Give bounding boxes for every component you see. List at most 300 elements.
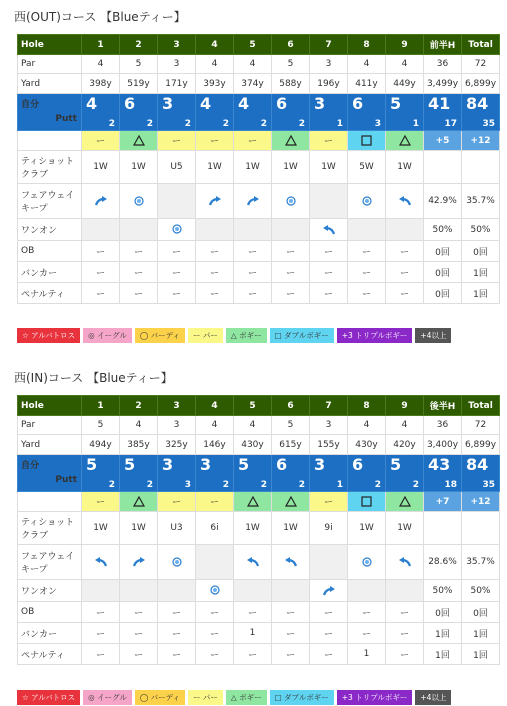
score-cell <box>234 94 272 131</box>
bogey-triangle-icon <box>386 131 424 151</box>
score-row <box>18 94 500 131</box>
hole-header-cell: 8 <box>348 35 386 55</box>
score-cell <box>310 94 348 131</box>
one-on-row <box>18 580 500 602</box>
hole-header-cell: 7 <box>310 396 348 416</box>
one-on-empty-cell <box>348 219 386 241</box>
putt-count: 35 <box>482 480 495 490</box>
putt-count: 2 <box>298 480 305 490</box>
club-cell: 1W <box>120 512 158 545</box>
par-cell: 3 <box>158 416 196 435</box>
par-cell: 4 <box>120 416 158 435</box>
hole-header-cell: 後半H <box>424 396 462 416</box>
yard-cell: 3,499y <box>424 74 462 94</box>
putt-count: 17 <box>444 119 457 129</box>
tee-shot-club-row-label: ティショット クラブ <box>18 151 82 184</box>
score-row <box>18 455 500 492</box>
par-cell: 4 <box>386 55 424 74</box>
result-row <box>18 131 500 151</box>
fairway-empty-cell <box>196 545 234 580</box>
club-cell <box>462 151 500 184</box>
over-par-total: +7 <box>424 492 462 512</box>
stroke-count: 4 <box>200 94 212 113</box>
ob-cell: ー <box>120 602 158 623</box>
legend-item: +3 トリプルボギー <box>337 328 413 343</box>
bunker-cell: ー <box>158 623 196 644</box>
bunker-cell: ー <box>310 262 348 283</box>
putt-count: 35 <box>482 119 495 129</box>
score-label: 自分 <box>21 100 40 110</box>
ob-cell: ー <box>158 241 196 262</box>
par-cell: 3 <box>158 55 196 74</box>
fairway-rate: 35.7% <box>462 184 500 219</box>
hole-header-cell: 5 <box>234 35 272 55</box>
bunker-cell: ー <box>120 623 158 644</box>
penalty-cell: ー <box>234 283 272 304</box>
bunker-cell: ー <box>82 262 120 283</box>
bunker-row-label: バンカー <box>18 262 82 283</box>
score-cell <box>120 94 158 131</box>
bunker-cell: 1回 <box>462 623 500 644</box>
club-cell <box>424 151 462 184</box>
fairway-keep-row-label: フェアウェイ キープ <box>18 184 82 219</box>
ob-cell: 0回 <box>424 602 462 623</box>
club-cell <box>462 512 500 545</box>
ob-cell: ー <box>348 241 386 262</box>
ob-cell: ー <box>82 241 120 262</box>
stroke-count: 5 <box>238 455 250 474</box>
putt-label: Putt <box>55 114 77 124</box>
circle-target-icon <box>158 545 196 580</box>
penalty-cell: 1 <box>348 644 386 665</box>
score-cell <box>196 94 234 131</box>
yard-row-label: Yard <box>18 435 82 455</box>
penalty-cell: ー <box>196 644 234 665</box>
club-cell: 1W <box>120 151 158 184</box>
club-cell: U5 <box>158 151 196 184</box>
penalty-cell: ー <box>120 283 158 304</box>
putt-count: 2 <box>260 480 267 490</box>
bunker-cell: ー <box>196 623 234 644</box>
par-cell: 5 <box>272 416 310 435</box>
ob-cell: 0回 <box>424 241 462 262</box>
ob-cell: ー <box>310 602 348 623</box>
par-cell: 3 <box>310 416 348 435</box>
penalty-cell: ー <box>82 644 120 665</box>
score-cell <box>424 94 462 131</box>
legend-item: ◯ バーディ <box>135 328 185 343</box>
yard-cell: 6,899y <box>462 74 500 94</box>
arrow-right-icon <box>234 184 272 219</box>
legend-item: ◎ イーグル <box>83 690 132 705</box>
one-on-empty-cell <box>234 580 272 602</box>
bogey-triangle-icon <box>386 492 424 512</box>
club-cell: 1W <box>234 512 272 545</box>
penalty-cell: 1回 <box>462 283 500 304</box>
score-cell <box>158 94 196 131</box>
yard-row <box>18 435 500 455</box>
one-on-rate: 50% <box>424 219 462 241</box>
bogey-triangle-icon <box>120 492 158 512</box>
bogey-triangle-icon <box>120 131 158 151</box>
penalty-cell: ー <box>82 283 120 304</box>
ob-cell: ー <box>348 602 386 623</box>
bunker-cell: ー <box>272 623 310 644</box>
ob-cell: ー <box>234 241 272 262</box>
fairway-keep-row <box>18 184 500 219</box>
par-row <box>18 55 500 74</box>
ob-cell: ー <box>120 241 158 262</box>
legend-item: +4以上 <box>415 328 451 343</box>
club-cell: 1W <box>310 151 348 184</box>
double-bogey-square-icon <box>348 131 386 151</box>
bunker-cell: ー <box>158 262 196 283</box>
score-cell <box>272 94 310 131</box>
ob-cell: ー <box>158 602 196 623</box>
arrow-left-icon <box>386 545 424 580</box>
par-cell: 72 <box>462 55 500 74</box>
penalty-cell: 1回 <box>462 644 500 665</box>
stroke-count: 3 <box>162 455 174 474</box>
over-par-total: +12 <box>462 492 500 512</box>
penalty-cell: ー <box>310 283 348 304</box>
hole-header-cell: Total <box>462 35 500 55</box>
ob-cell: ー <box>272 241 310 262</box>
hole-header-cell: 9 <box>386 35 424 55</box>
par-cell: 4 <box>234 55 272 74</box>
one-on-empty-cell <box>386 580 424 602</box>
one-on-empty-cell <box>272 219 310 241</box>
putt-count: 2 <box>146 119 153 129</box>
score-cell <box>462 94 500 131</box>
arrow-left-icon <box>310 219 348 241</box>
par-cell: 72 <box>462 416 500 435</box>
hole-header-cell: 4 <box>196 396 234 416</box>
one-on-empty-cell <box>158 580 196 602</box>
putt-count: 2 <box>108 480 115 490</box>
penalty-cell: ー <box>310 644 348 665</box>
one-on-empty-cell <box>234 219 272 241</box>
par-cell: 36 <box>424 55 462 74</box>
stroke-count: 5 <box>86 455 98 474</box>
bogey-triangle-icon <box>272 131 310 151</box>
par-dash: ー <box>158 492 196 512</box>
club-cell: 9i <box>310 512 348 545</box>
bunker-row <box>18 262 500 283</box>
stroke-count: 84 <box>466 94 489 113</box>
legend-item: +3 トリプルボギー <box>337 690 413 705</box>
stroke-count: 4 <box>238 94 250 113</box>
club-cell: 1W <box>82 151 120 184</box>
legend-item: ☆ アルバトロス <box>17 328 80 343</box>
circle-target-icon <box>348 545 386 580</box>
club-cell: 1W <box>386 151 424 184</box>
penalty-cell: ー <box>158 283 196 304</box>
yard-row <box>18 74 500 94</box>
score-cell <box>272 455 310 492</box>
circle-target-icon <box>196 580 234 602</box>
ob-cell: ー <box>386 602 424 623</box>
score-cell <box>158 455 196 492</box>
arrow-right-icon <box>310 580 348 602</box>
hole-header-cell: 3 <box>158 35 196 55</box>
ob-cell: ー <box>82 602 120 623</box>
yard-cell: 146y <box>196 435 234 455</box>
hole-header-cell: 6 <box>272 396 310 416</box>
fairway-rate: 35.7% <box>462 545 500 580</box>
one-on-rate: 50% <box>462 219 500 241</box>
club-cell: U3 <box>158 512 196 545</box>
par-cell: 4 <box>234 416 272 435</box>
score-label-cell <box>18 455 82 492</box>
putt-count: 2 <box>374 480 381 490</box>
hole-header-cell: Total <box>462 396 500 416</box>
club-cell: 1W <box>234 151 272 184</box>
stroke-count: 6 <box>352 94 364 113</box>
putt-count: 2 <box>412 480 419 490</box>
hole-header-cell: 2 <box>120 396 158 416</box>
yard-cell: 519y <box>120 74 158 94</box>
club-cell: 1W <box>272 512 310 545</box>
score-cell <box>234 455 272 492</box>
one-on-rate: 50% <box>462 580 500 602</box>
over-par-total: +12 <box>462 131 500 151</box>
par-row <box>18 416 500 435</box>
club-cell: 1W <box>386 512 424 545</box>
hole-header-cell: 2 <box>120 35 158 55</box>
yard-cell: 449y <box>386 74 424 94</box>
ob-cell: 0回 <box>462 241 500 262</box>
fairway-empty-cell <box>310 545 348 580</box>
par-cell: 4 <box>82 55 120 74</box>
score-label: 自分 <box>21 461 40 471</box>
score-cell <box>120 455 158 492</box>
penalty-cell: ー <box>386 644 424 665</box>
penalty-cell: ー <box>196 283 234 304</box>
score-cell <box>348 94 386 131</box>
putt-count: 1 <box>336 119 343 129</box>
par-cell: 4 <box>196 55 234 74</box>
fairway-rate: 42.9% <box>424 184 462 219</box>
ob-cell: ー <box>272 602 310 623</box>
putt-count: 3 <box>374 119 381 129</box>
legend-item: ー パー <box>188 328 223 343</box>
par-row-label: Par <box>18 416 82 435</box>
legend-item: ー パー <box>188 690 223 705</box>
stroke-count: 6 <box>276 94 288 113</box>
yard-cell: 171y <box>158 74 196 94</box>
penalty-cell: 1回 <box>424 644 462 665</box>
yard-cell: 393y <box>196 74 234 94</box>
fairway-keep-row-label: フェアウェイ キープ <box>18 545 82 580</box>
fairway-keep-row <box>18 545 500 580</box>
yard-cell: 398y <box>82 74 120 94</box>
result-label-cell <box>18 131 82 151</box>
bunker-row-label: バンカー <box>18 623 82 644</box>
putt-count: 2 <box>222 119 229 129</box>
bunker-cell: ー <box>386 262 424 283</box>
stroke-count: 43 <box>428 455 451 474</box>
yard-cell: 385y <box>120 435 158 455</box>
score-cell <box>82 94 120 131</box>
one-on-empty-cell <box>82 580 120 602</box>
putt-count: 3 <box>184 480 191 490</box>
yard-cell: 615y <box>272 435 310 455</box>
par-dash: ー <box>196 492 234 512</box>
stroke-count: 5 <box>390 455 402 474</box>
in-course-title: 西(IN)コース 【Blueティー】 <box>14 371 173 385</box>
stroke-count: 4 <box>86 94 98 113</box>
ob-cell: ー <box>234 602 272 623</box>
putt-count: 1 <box>336 480 343 490</box>
score-cell <box>424 455 462 492</box>
bunker-cell: ー <box>234 262 272 283</box>
club-cell: 6i <box>196 512 234 545</box>
header-row <box>18 35 500 55</box>
par-row-label: Par <box>18 55 82 74</box>
penalty-cell: ー <box>120 644 158 665</box>
bunker-cell: 0回 <box>424 262 462 283</box>
ob-cell: ー <box>310 241 348 262</box>
score-cell <box>386 94 424 131</box>
circle-target-icon <box>348 184 386 219</box>
par-cell: 3 <box>310 55 348 74</box>
yard-cell: 430y <box>234 435 272 455</box>
par-cell: 4 <box>348 55 386 74</box>
yard-cell: 420y <box>386 435 424 455</box>
par-dash: ー <box>196 131 234 151</box>
fairway-empty-cell <box>158 184 196 219</box>
one-on-rate: 50% <box>424 580 462 602</box>
ob-cell: ー <box>386 241 424 262</box>
par-dash: ー <box>234 131 272 151</box>
yard-cell: 3,400y <box>424 435 462 455</box>
hole-header-cell: 1 <box>82 35 120 55</box>
ob-row <box>18 602 500 623</box>
bunker-cell: ー <box>272 262 310 283</box>
ob-row <box>18 241 500 262</box>
out-scorecard-table <box>17 34 500 304</box>
arrow-left-icon <box>82 545 120 580</box>
hole-header-cell: 6 <box>272 35 310 55</box>
legend-item: △ ボギー <box>226 690 267 705</box>
par-dash: ー <box>158 131 196 151</box>
penalty-row-label: ペナルティ <box>18 644 82 665</box>
hole-header-cell: 1 <box>82 396 120 416</box>
yard-cell: 494y <box>82 435 120 455</box>
penalty-row <box>18 283 500 304</box>
legend-item: +4以上 <box>415 690 451 705</box>
score-cell <box>310 455 348 492</box>
legend-item: △ ボギー <box>226 328 267 343</box>
result-legend <box>17 690 451 705</box>
fairway-rate: 28.6% <box>424 545 462 580</box>
tee-shot-club-row-label: ティショット クラブ <box>18 512 82 545</box>
tee-shot-club-row <box>18 151 500 184</box>
hole-header-cell: 8 <box>348 396 386 416</box>
club-cell <box>424 512 462 545</box>
circle-target-icon <box>120 184 158 219</box>
double-bogey-square-icon <box>348 492 386 512</box>
club-cell: 1W <box>196 151 234 184</box>
yard-cell: 6,899y <box>462 435 500 455</box>
penalty-cell: 0回 <box>424 283 462 304</box>
bunker-cell: ー <box>348 262 386 283</box>
bunker-row <box>18 623 500 644</box>
par-dash: ー <box>310 492 348 512</box>
putt-count: 2 <box>108 119 115 129</box>
putt-label: Putt <box>55 475 77 485</box>
fairway-empty-cell <box>310 184 348 219</box>
bunker-cell: 1 <box>234 623 272 644</box>
hole-header-cell: 7 <box>310 35 348 55</box>
putt-count: 2 <box>184 119 191 129</box>
yard-cell: 196y <box>310 74 348 94</box>
par-dash: ー <box>82 492 120 512</box>
penalty-cell: ー <box>272 283 310 304</box>
bunker-cell: ー <box>82 623 120 644</box>
circle-target-icon <box>158 219 196 241</box>
stroke-count: 6 <box>276 455 288 474</box>
yard-cell: 325y <box>158 435 196 455</box>
penalty-cell: ー <box>272 644 310 665</box>
bogey-triangle-icon <box>234 492 272 512</box>
arrow-left-icon <box>386 184 424 219</box>
stroke-count: 3 <box>200 455 212 474</box>
one-on-empty-cell <box>386 219 424 241</box>
penalty-row <box>18 644 500 665</box>
tee-shot-club-row <box>18 512 500 545</box>
bunker-cell: 1回 <box>424 623 462 644</box>
penalty-cell: ー <box>348 283 386 304</box>
legend-item: ◎ イーグル <box>83 328 132 343</box>
one-on-empty-cell <box>272 580 310 602</box>
par-dash: ー <box>82 131 120 151</box>
score-cell <box>82 455 120 492</box>
over-par-total: +5 <box>424 131 462 151</box>
ob-cell: 0回 <box>462 602 500 623</box>
score-cell <box>196 455 234 492</box>
yard-cell: 588y <box>272 74 310 94</box>
legend-item: □ ダブルボギー <box>270 328 334 343</box>
yard-cell: 374y <box>234 74 272 94</box>
one-on-row-label: ワンオン <box>18 219 82 241</box>
yard-cell: 155y <box>310 435 348 455</box>
penalty-cell: ー <box>158 644 196 665</box>
one-on-empty-cell <box>82 219 120 241</box>
penalty-row-label: ペナルティ <box>18 283 82 304</box>
par-cell: 5 <box>120 55 158 74</box>
yard-cell: 430y <box>348 435 386 455</box>
bogey-triangle-icon <box>272 492 310 512</box>
legend-item: □ ダブルボギー <box>270 690 334 705</box>
putt-count: 2 <box>222 480 229 490</box>
one-on-empty-cell <box>348 580 386 602</box>
bunker-cell: ー <box>196 262 234 283</box>
club-cell: 5W <box>348 151 386 184</box>
one-on-row <box>18 219 500 241</box>
result-row <box>18 492 500 512</box>
in-scorecard-table <box>17 395 500 665</box>
penalty-cell: ー <box>234 644 272 665</box>
stroke-count: 6 <box>352 455 364 474</box>
one-on-empty-cell <box>120 219 158 241</box>
penalty-cell: ー <box>386 283 424 304</box>
score-cell <box>348 455 386 492</box>
result-legend <box>17 328 451 343</box>
header-row <box>18 396 500 416</box>
one-on-empty-cell <box>196 219 234 241</box>
